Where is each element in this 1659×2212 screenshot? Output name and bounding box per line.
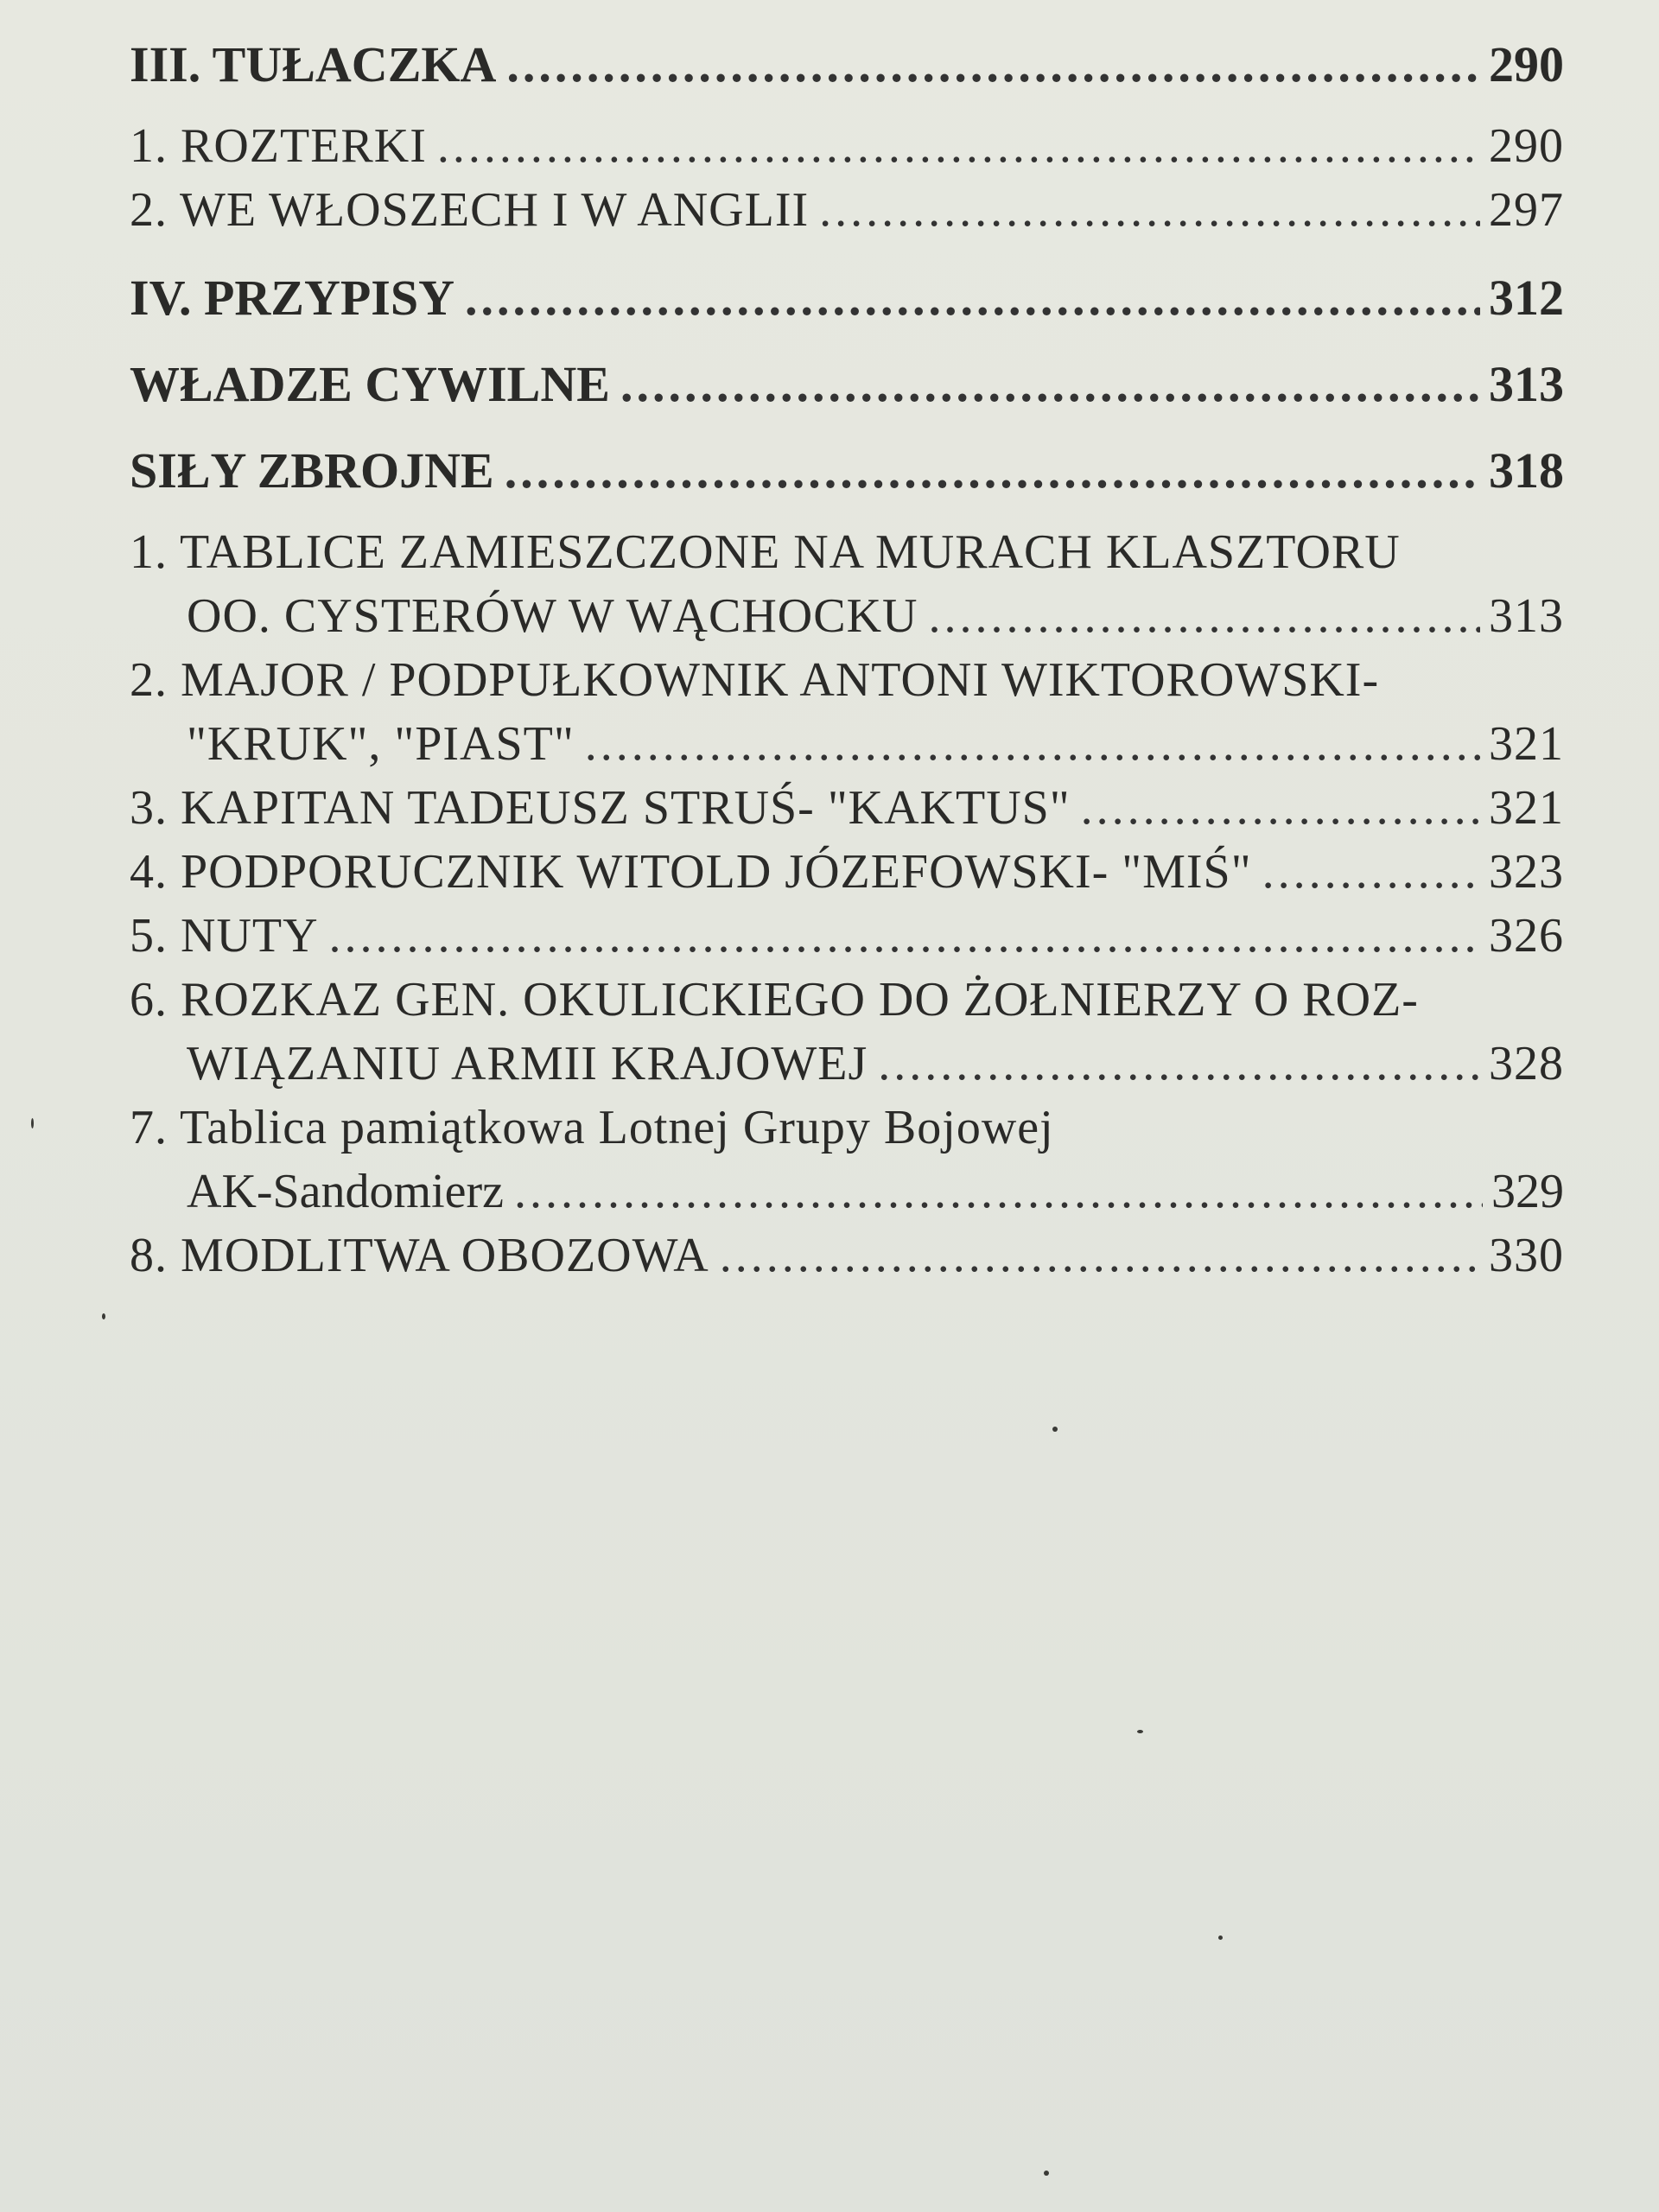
- dot-leader: [1262, 840, 1480, 904]
- dot-leader: [720, 1224, 1480, 1287]
- dot-leader: [506, 35, 1480, 95]
- toc-title: 4. PODPORUCZNIK WITOLD JÓZEFOWSKI- "MIŚ": [130, 845, 1252, 899]
- dot-leader: [620, 354, 1480, 415]
- toc-page-number: 328: [1489, 1037, 1564, 1090]
- toc-entry-2-line-1: 2. MAJOR / PODPUŁKOWNIK ANTONI WIKTOROWSKI-: [130, 653, 1380, 707]
- toc-entry-4: [130, 840, 1564, 904]
- toc-page-number: 323: [1489, 845, 1564, 899]
- table-of-contents: [130, 35, 1564, 1287]
- toc-entry-3: [130, 776, 1564, 840]
- dot-leader: [465, 268, 1480, 328]
- toc-entry-6-line-2: [130, 1032, 1564, 1096]
- toc-title: 1. ROZTERKI: [130, 119, 427, 173]
- toc-entry-1-line-2: [130, 584, 1564, 648]
- toc-page-number: 326: [1489, 909, 1564, 963]
- dot-leader: [928, 584, 1480, 648]
- toc-page-number: 297: [1489, 183, 1564, 237]
- paper-speck: [1137, 1730, 1143, 1733]
- toc-page-number: 329: [1491, 1165, 1564, 1218]
- paper-speck: [1052, 1427, 1058, 1432]
- toc-title: OO. CYSTERÓW W WĄCHOCKU: [187, 589, 918, 643]
- toc-entry-5: [130, 904, 1564, 968]
- toc-page-number: 290: [1489, 36, 1564, 92]
- toc-title: AK-Sandomierz: [187, 1165, 505, 1218]
- toc-page-number: 321: [1489, 717, 1564, 771]
- toc-title: 8. MODLITWA OBOZOWA: [130, 1229, 709, 1282]
- toc-page-number: 318: [1489, 442, 1564, 499]
- toc-entry-6-line-1: 6. ROZKAZ GEN. OKULICKIEGO DO ŻOŁNIERZY O ROZ-: [130, 973, 1419, 1027]
- toc-title: 3. KAPITAN TADEUSZ STRUŚ- "KAKTUS": [130, 781, 1071, 835]
- toc-entry-8: [130, 1224, 1564, 1287]
- toc-title: 5. NUTY: [130, 909, 319, 963]
- paper-speck: [31, 1118, 34, 1128]
- dot-leader: [329, 904, 1480, 968]
- toc-page-number: 321: [1489, 781, 1564, 835]
- dot-leader: [437, 114, 1480, 178]
- toc-entry-2-line-2: [130, 712, 1564, 776]
- paper-speck: [1044, 2171, 1049, 2176]
- dot-leader: [878, 1032, 1480, 1096]
- toc-page-number: 312: [1489, 270, 1564, 326]
- toc-entry-we-wloszech: [130, 178, 1564, 242]
- toc-entry-7-line-2: [130, 1160, 1564, 1224]
- toc-entry-1-line-1: 1. TABLICE ZAMIESZCZONE NA MURACH KLASZTORU: [130, 525, 1401, 579]
- dot-leader: [1081, 776, 1480, 840]
- toc-title: "KRUK", "PIAST": [187, 717, 575, 771]
- toc-part-4: [130, 268, 1564, 328]
- dot-leader: [514, 1160, 1483, 1224]
- toc-sily-zbrojne: [130, 441, 1564, 501]
- toc-title: WIĄZANIU ARMII KRAJOWEJ: [187, 1037, 868, 1090]
- dot-leader: [585, 712, 1480, 776]
- toc-page-number: 290: [1489, 119, 1564, 173]
- toc-title: WŁADZE CYWILNE: [130, 356, 610, 412]
- toc-wladze-cywilne: [130, 354, 1564, 415]
- toc-entry-7-line-1: 7. Tablica pamiątkowa Lotnej Grupy Bojowej: [130, 1101, 1054, 1154]
- toc-page-number: 330: [1489, 1229, 1564, 1282]
- paper-speck: [102, 1313, 105, 1319]
- dot-leader: [819, 178, 1480, 242]
- paper-speck: [1218, 1936, 1223, 1940]
- toc-part-3: [130, 35, 1564, 95]
- toc-page-number: 313: [1489, 356, 1564, 412]
- dot-leader: [505, 441, 1480, 501]
- toc-title: 2. WE WŁOSZECH I W ANGLII: [130, 183, 810, 237]
- toc-title: III. TUŁACZKA: [130, 36, 497, 92]
- toc-title: IV. PRZYPISY: [130, 270, 455, 326]
- toc-page-number: 313: [1489, 589, 1564, 643]
- toc-title: SIŁY ZBROJNE: [130, 442, 494, 499]
- toc-entry-rozterki: [130, 114, 1564, 178]
